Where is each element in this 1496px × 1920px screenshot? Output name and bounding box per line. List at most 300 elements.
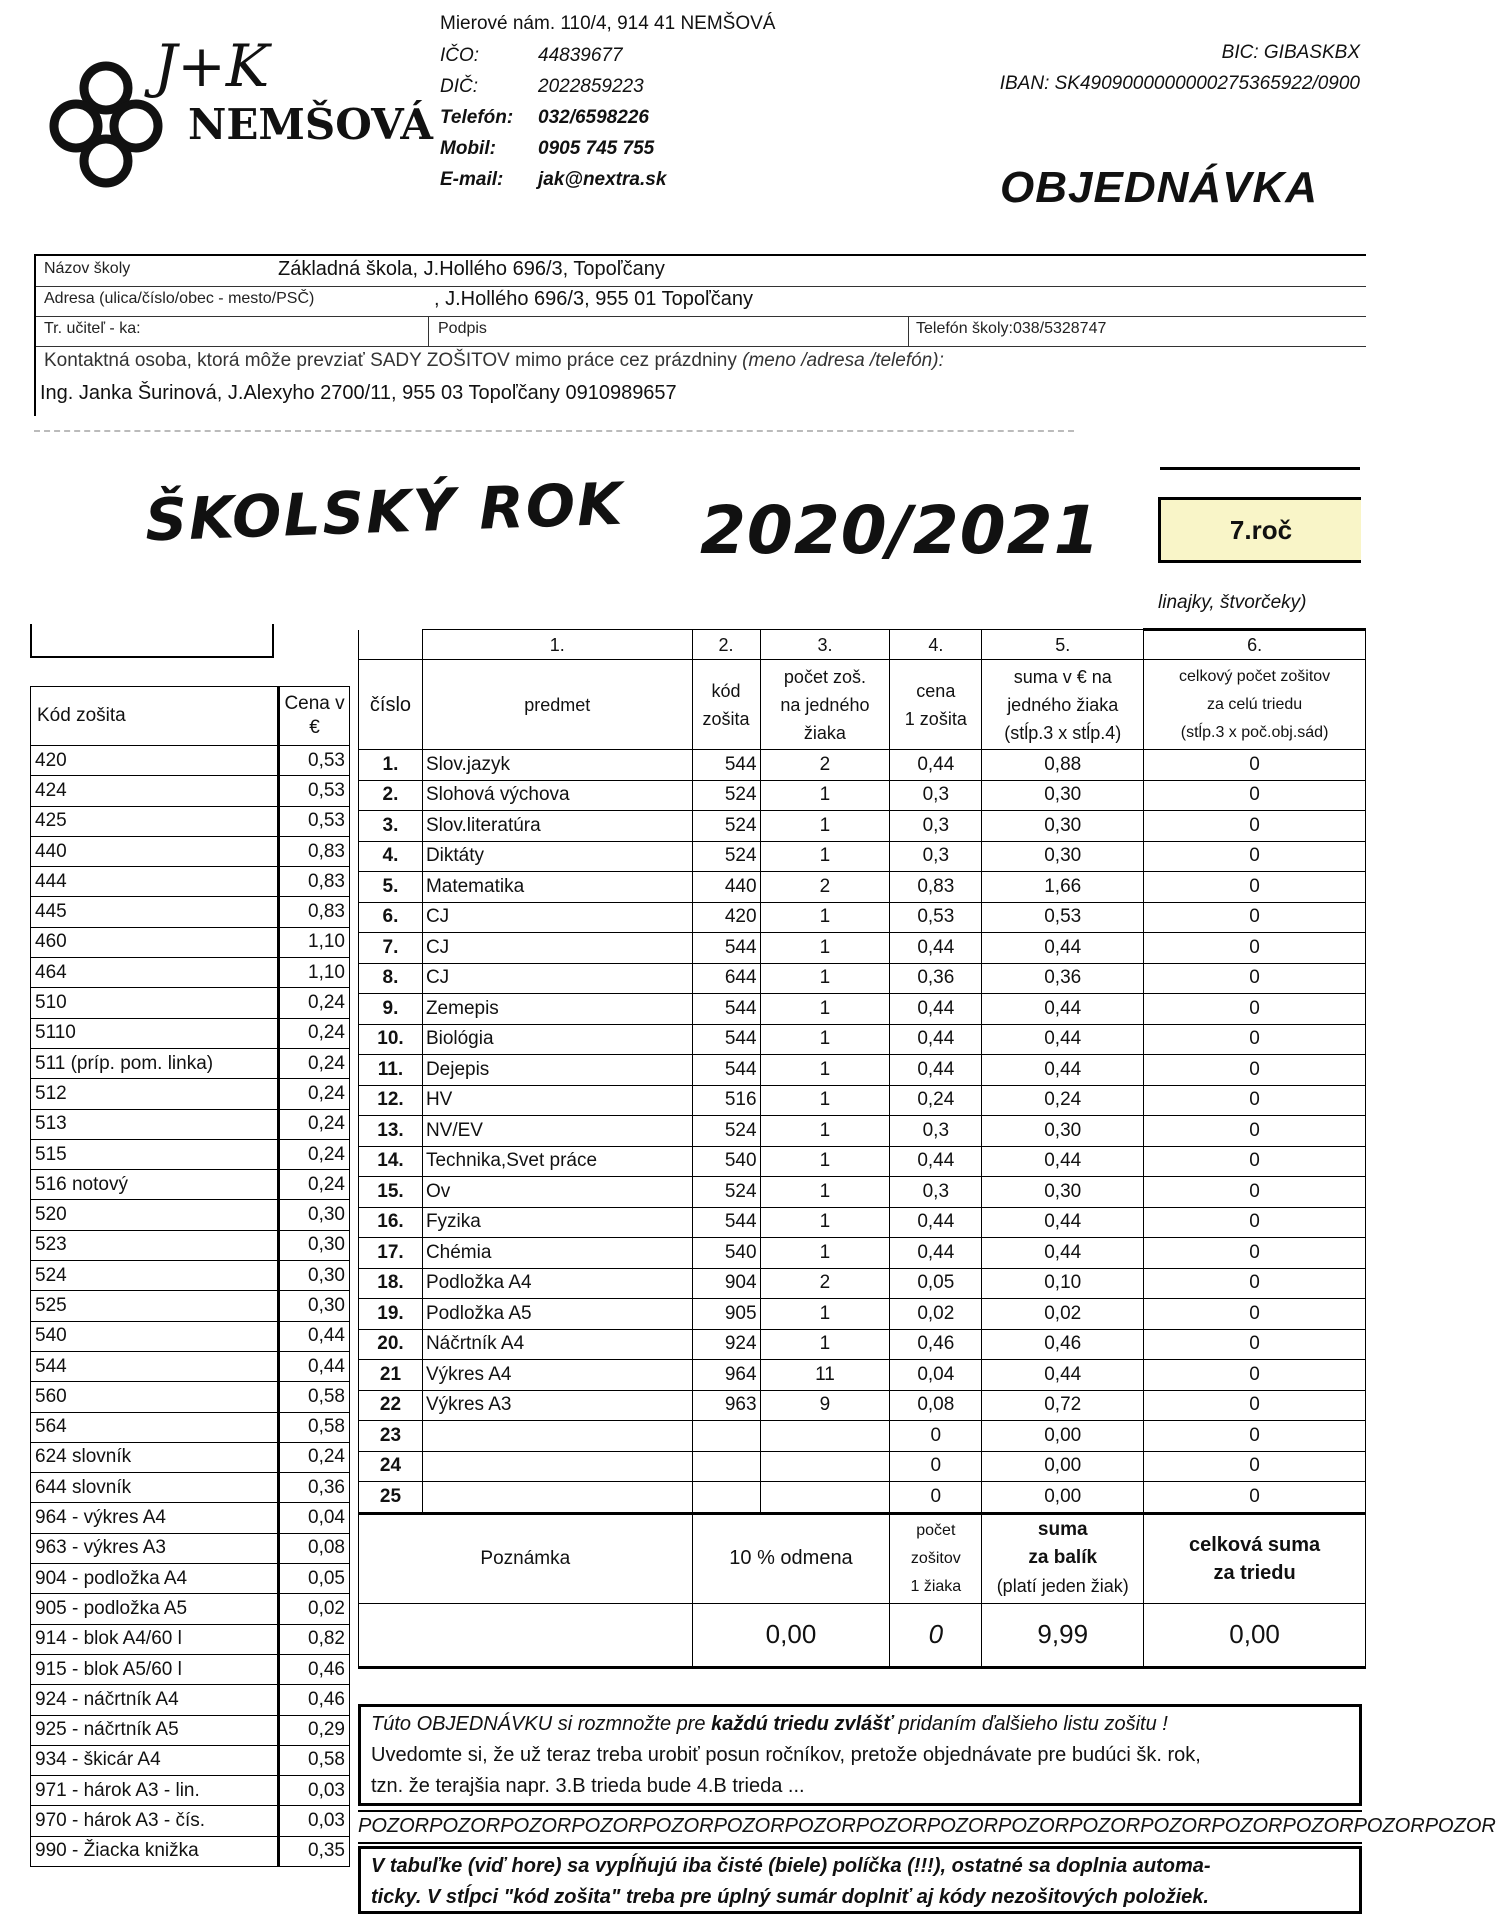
price-code-cell: 440 — [31, 836, 279, 866]
code-cell[interactable]: 544 — [692, 1207, 760, 1238]
school-address-row — [36, 286, 1366, 317]
order-row — [359, 1482, 1366, 1514]
subject-cell[interactable] — [422, 1451, 692, 1482]
price-row — [31, 1079, 350, 1109]
price-value-cell: 0,24 — [279, 1170, 350, 1200]
count-cell[interactable]: 1 — [760, 1329, 890, 1360]
contact-label-text: Kontaktná osoba, ktorá môže prevziať SADY ZOŠITOV mimo práce cez prázdniny — [44, 350, 737, 371]
count-cell[interactable] — [760, 1451, 890, 1482]
price-cell: 0,53 — [890, 902, 982, 933]
code-cell[interactable]: 924 — [692, 1329, 760, 1360]
price-row — [31, 1836, 350, 1866]
subject-cell[interactable]: Biológia — [422, 1024, 692, 1055]
email-value: jak@nextra.sk — [538, 169, 667, 190]
price-row — [31, 1473, 350, 1503]
contact-person-field[interactable]: Ing. Janka Šurinová, J.Alexyho 2700/11, 955 03 Topoľčany 0910989657 — [40, 382, 677, 404]
price-cell: 0 — [890, 1451, 982, 1482]
order-row — [359, 1299, 1366, 1330]
row-number-cell: 4. — [359, 841, 423, 872]
price-value-cell: 1,10 — [279, 958, 350, 988]
subject-cell[interactable]: HV — [422, 1085, 692, 1116]
header-suma-1: suma v € na — [1013, 666, 1112, 687]
price-table — [30, 686, 350, 1867]
code-cell[interactable]: 964 — [692, 1360, 760, 1391]
count-cell[interactable]: 1 — [760, 963, 890, 994]
col-number-1: 1. — [422, 630, 692, 660]
subject-cell[interactable]: Fyzika — [422, 1207, 692, 1238]
logo-text-nemsova: NEMŠOVÁ — [188, 100, 433, 149]
order-row — [359, 1116, 1366, 1147]
total-cell: 0 — [1144, 1360, 1366, 1391]
price-row — [31, 988, 350, 1018]
price-cell: 0,83 — [890, 872, 982, 903]
price-cell: 0,36 — [890, 963, 982, 994]
sum-cell: 0,30 — [982, 1177, 1144, 1208]
price-row — [31, 1806, 350, 1836]
price-row — [31, 836, 350, 866]
sum-cell: 0,44 — [982, 1207, 1144, 1238]
price-value-cell: 0,44 — [279, 1321, 350, 1351]
row-number-cell: 20. — [359, 1329, 423, 1360]
price-value-cell: 0,53 — [279, 746, 350, 776]
count-cell[interactable]: 1 — [760, 902, 890, 933]
subject-cell[interactable]: Slohová výchova — [422, 780, 692, 811]
row-number-cell: 7. — [359, 933, 423, 964]
order-row — [359, 1055, 1366, 1086]
subject-cell[interactable]: CJ — [422, 933, 692, 964]
price-row — [31, 1291, 350, 1321]
price-cell: 0,44 — [890, 750, 982, 781]
price-row — [31, 1351, 350, 1381]
ico-label: IČO: — [440, 45, 480, 66]
price-value-cell: 0,24 — [279, 1079, 350, 1109]
price-code-cell: 963 - výkres A3 — [31, 1533, 279, 1563]
order-row — [359, 872, 1366, 903]
subject-cell[interactable]: Podložka A4 — [422, 1268, 692, 1299]
header-celk-3: (stĺp.3 x poč.obj.sád) — [1180, 723, 1329, 741]
summary-suma-1: suma — [1037, 1519, 1088, 1540]
sum-cell: 0,53 — [982, 902, 1144, 933]
total-cell: 0 — [1144, 1268, 1366, 1299]
code-cell[interactable]: 905 — [692, 1299, 760, 1330]
sum-cell: 0,36 — [982, 963, 1144, 994]
price-row — [31, 1564, 350, 1594]
subject-cell[interactable]: NV/EV — [422, 1116, 692, 1147]
sum-cell: 0,44 — [982, 1024, 1144, 1055]
subject-cell[interactable]: Dejepis — [422, 1055, 692, 1086]
code-cell[interactable]: 544 — [692, 750, 760, 781]
count-cell[interactable]: 2 — [760, 872, 890, 903]
price-cell: 0,05 — [890, 1268, 982, 1299]
document-title: OBJEDNÁVKA — [1000, 163, 1319, 212]
price-value-cell: 0,30 — [279, 1200, 350, 1230]
price-header-price: Cena v € — [279, 687, 350, 746]
price-value-cell: 0,02 — [279, 1594, 350, 1624]
sum-cell: 0,44 — [982, 1238, 1144, 1269]
price-cell: 0,3 — [890, 780, 982, 811]
count-cell[interactable] — [760, 1482, 890, 1514]
sum-cell: 0,88 — [982, 750, 1144, 781]
count-cell[interactable]: 1 — [760, 1299, 890, 1330]
row-number-cell: 25 — [359, 1482, 423, 1514]
count-cell[interactable] — [760, 1421, 890, 1452]
subject-cell[interactable]: Slov.jazyk — [422, 750, 692, 781]
price-value-cell: 0,04 — [279, 1503, 350, 1533]
summary-celkova-label — [1144, 1513, 1366, 1603]
summary-celk-2: za triedu — [1213, 1561, 1296, 1584]
summary-suma-3: (platí jeden žiak) — [996, 1576, 1129, 1596]
price-cell: 0,3 — [890, 1177, 982, 1208]
school-info-box — [34, 254, 1366, 416]
price-row — [31, 1624, 350, 1654]
row-number-cell: 9. — [359, 994, 423, 1025]
count-cell[interactable]: 1 — [760, 994, 890, 1025]
header-kod-2: zošita — [702, 708, 750, 729]
price-row — [31, 1594, 350, 1624]
order-row — [359, 1390, 1366, 1421]
price-code-cell: 420 — [31, 746, 279, 776]
price-cell: 0 — [890, 1421, 982, 1452]
order-row — [359, 1451, 1366, 1482]
code-cell[interactable]: 540 — [692, 1146, 760, 1177]
subject-cell[interactable] — [422, 1421, 692, 1452]
row-number-cell: 18. — [359, 1268, 423, 1299]
total-cell: 0 — [1144, 1421, 1366, 1452]
school-name-field[interactable]: Základná škola, J.Hollého 696/3, Topoľčany — [278, 258, 665, 280]
code-cell[interactable]: 644 — [692, 963, 760, 994]
price-row — [31, 1533, 350, 1563]
count-cell[interactable]: 9 — [760, 1390, 890, 1421]
code-cell[interactable]: 420 — [692, 902, 760, 933]
row-number-cell: 2. — [359, 780, 423, 811]
price-value-cell: 0,30 — [279, 1291, 350, 1321]
dic-value: 2022859223 — [538, 76, 644, 97]
school-year-label: ŠKOLSKÝ ROK — [143, 469, 626, 555]
price-code-cell: 904 - podložka A4 — [31, 1564, 279, 1594]
price-value-cell: 0,30 — [279, 1230, 350, 1260]
price-header-code: Kód zošita — [31, 687, 279, 746]
price-row — [31, 1654, 350, 1684]
order-row — [359, 963, 1366, 994]
price-code-cell: 445 — [31, 897, 279, 927]
summary-odmena-value: 0,00 — [692, 1603, 890, 1667]
header-celkovy — [1144, 660, 1366, 750]
count-cell[interactable]: 1 — [760, 1116, 890, 1147]
signature-divider — [428, 316, 429, 346]
count-cell[interactable]: 1 — [760, 780, 890, 811]
header-suma — [982, 660, 1144, 750]
price-code-cell: 5110 — [31, 1018, 279, 1048]
price-code-cell: 424 — [31, 776, 279, 806]
subject-cell[interactable]: Výkres A4 — [422, 1360, 692, 1391]
price-row — [31, 746, 350, 776]
contact-label-italic: (meno /adresa /telefón): — [742, 350, 944, 371]
total-cell: 0 — [1144, 780, 1366, 811]
subject-cell[interactable]: Ov — [422, 1177, 692, 1208]
price-row — [31, 1018, 350, 1048]
note-line-1c: pridaním ďalšieho listu zošitu ! — [892, 1713, 1168, 1735]
header-celk-1: celkový počet zošitov — [1179, 667, 1331, 685]
order-row — [359, 902, 1366, 933]
code-cell[interactable]: 524 — [692, 1116, 760, 1147]
price-code-cell: 644 slovník — [31, 1473, 279, 1503]
price-code-cell: 515 — [31, 1139, 279, 1169]
order-row — [359, 780, 1366, 811]
price-code-cell: 624 slovník — [31, 1442, 279, 1472]
price-row — [31, 1261, 350, 1291]
summary-suma-2: za balík — [1028, 1547, 1098, 1568]
summary-pocet-3: 1 žiaka — [910, 1577, 962, 1595]
summary-label-row — [359, 1513, 1366, 1603]
price-cell: 0,44 — [890, 1146, 982, 1177]
price-code-cell: 520 — [31, 1200, 279, 1230]
price-cell: 0,08 — [890, 1390, 982, 1421]
row-number-cell: 17. — [359, 1238, 423, 1269]
sum-cell: 0,10 — [982, 1268, 1144, 1299]
order-row — [359, 1146, 1366, 1177]
email-label: E-mail: — [440, 169, 504, 190]
header-pocet-3: žiaka — [803, 722, 846, 743]
header-suma-3: (stĺp.3 x stĺp.4) — [1004, 722, 1122, 743]
price-cell: 0,02 — [890, 1299, 982, 1330]
order-row — [359, 1421, 1366, 1452]
total-cell: 0 — [1144, 811, 1366, 842]
separator-line — [34, 430, 1074, 432]
order-row — [359, 1360, 1366, 1391]
price-value-cell: 0,35 — [279, 1836, 350, 1866]
phone-divider — [908, 316, 909, 346]
header-suma-2: jedného žiaka — [1007, 694, 1119, 715]
count-cell[interactable]: 1 — [760, 933, 890, 964]
price-row — [31, 1715, 350, 1745]
code-cell[interactable]: 544 — [692, 933, 760, 964]
code-cell[interactable]: 544 — [692, 1024, 760, 1055]
price-code-cell: 990 - Žiacka knižka — [31, 1836, 279, 1866]
count-cell[interactable]: 2 — [760, 750, 890, 781]
order-row — [359, 811, 1366, 842]
code-cell[interactable] — [692, 1421, 760, 1452]
price-code-cell: 511 (príp. pom. linka) — [31, 1048, 279, 1078]
company-logo — [36, 26, 433, 196]
price-cell: 0,44 — [890, 1055, 982, 1086]
order-row — [359, 994, 1366, 1025]
col-number-5: 5. — [982, 630, 1144, 660]
summary-odmena-label: 10 % odmena — [692, 1513, 890, 1603]
header-pocet-2: na jedného — [780, 694, 870, 715]
subject-cell[interactable]: Diktáty — [422, 841, 692, 872]
price-row — [31, 1776, 350, 1806]
summary-poznamka-field[interactable] — [359, 1603, 693, 1667]
note-line-1a: Túto OBJEDNÁVKU si rozmnožte pre — [371, 1713, 712, 1735]
price-row — [31, 1412, 350, 1442]
price-row — [31, 1745, 350, 1775]
count-cell[interactable]: 1 — [760, 841, 890, 872]
price-table-body — [31, 746, 350, 1867]
summary-pocet-2: zošitov — [910, 1549, 961, 1567]
count-cell[interactable]: 2 — [760, 1268, 890, 1299]
row-number-cell: 15. — [359, 1177, 423, 1208]
code-cell[interactable]: 524 — [692, 811, 760, 842]
price-row — [31, 1503, 350, 1533]
price-value-cell: 0,24 — [279, 1109, 350, 1139]
price-row — [31, 958, 350, 988]
price-value-cell: 0,03 — [279, 1776, 350, 1806]
summary-value-row — [359, 1603, 1366, 1667]
teacher-label: Tr. učiteľ - ka: — [44, 320, 141, 337]
price-value-cell: 0,08 — [279, 1533, 350, 1563]
code-cell[interactable]: 516 — [692, 1085, 760, 1116]
count-cell[interactable]: 1 — [760, 1024, 890, 1055]
company-dic — [440, 71, 644, 102]
grade-line — [1160, 467, 1360, 470]
code-cell[interactable]: 524 — [692, 780, 760, 811]
price-value-cell: 0,29 — [279, 1715, 350, 1745]
sum-cell: 0,00 — [982, 1482, 1144, 1514]
price-cell: 0,44 — [890, 1207, 982, 1238]
price-code-cell: 524 — [31, 1261, 279, 1291]
summary-celk-1: celková suma — [1188, 1533, 1321, 1556]
header-pocet — [760, 660, 890, 750]
total-cell: 0 — [1144, 1085, 1366, 1116]
contact-label — [44, 350, 944, 372]
pozor-banner: POZORPOZORPOZORPOZORPOZORPOZORPOZORPOZORPOZORPOZORPOZORPOZORPOZORPOZORPOZORPOZOR — [358, 1810, 1362, 1844]
sum-cell: 0,30 — [982, 841, 1144, 872]
price-code-cell: 540 — [31, 1321, 279, 1351]
price-cell: 0,46 — [890, 1329, 982, 1360]
code-cell[interactable]: 440 — [692, 872, 760, 903]
row-number-cell: 22 — [359, 1390, 423, 1421]
price-code-cell: 934 - škicár A4 — [31, 1745, 279, 1775]
school-name-row — [36, 256, 1366, 287]
price-row — [31, 1139, 350, 1169]
mobile-label: Mobil: — [440, 138, 496, 159]
price-value-cell: 0,24 — [279, 1018, 350, 1048]
row-number-cell: 10. — [359, 1024, 423, 1055]
price-row — [31, 1048, 350, 1078]
company-ico — [440, 40, 623, 71]
subject-cell[interactable]: Chémia — [422, 1238, 692, 1269]
price-code-cell: 464 — [31, 958, 279, 988]
price-value-cell: 0,58 — [279, 1745, 350, 1775]
total-cell: 0 — [1144, 1329, 1366, 1360]
subject-cell[interactable]: Náčrtník A4 — [422, 1329, 692, 1360]
grade-field[interactable]: 7.roč — [1158, 497, 1361, 563]
price-value-cell: 0,24 — [279, 1048, 350, 1078]
row-number-cell: 14. — [359, 1146, 423, 1177]
subject-cell[interactable]: Podložka A5 — [422, 1299, 692, 1330]
col-number-blank — [359, 630, 423, 660]
code-cell[interactable]: 904 — [692, 1268, 760, 1299]
price-code-cell: 460 — [31, 927, 279, 957]
code-cell[interactable]: 544 — [692, 1055, 760, 1086]
row-number-cell: 19. — [359, 1299, 423, 1330]
price-value-cell: 0,30 — [279, 1261, 350, 1291]
summary-celkova-value: 0,00 — [1144, 1603, 1366, 1667]
phone-label: Telefón: — [440, 107, 514, 128]
code-cell[interactable]: 540 — [692, 1238, 760, 1269]
count-cell[interactable]: 1 — [760, 1238, 890, 1269]
price-row — [31, 1442, 350, 1472]
summary-suma-value: 9,99 — [982, 1603, 1144, 1667]
sum-cell: 0,00 — [982, 1421, 1144, 1452]
sum-cell: 0,24 — [982, 1085, 1144, 1116]
subject-cell[interactable]: Slov.literatúra — [422, 811, 692, 842]
code-cell[interactable]: 524 — [692, 1177, 760, 1208]
note-box — [358, 1704, 1362, 1806]
subject-cell[interactable]: Matematika — [422, 872, 692, 903]
price-row — [31, 1321, 350, 1351]
total-cell: 0 — [1144, 1238, 1366, 1269]
code-cell[interactable] — [692, 1451, 760, 1482]
subject-cell[interactable]: CJ — [422, 963, 692, 994]
school-name-label: Názov školy — [44, 260, 131, 277]
total-cell: 0 — [1144, 933, 1366, 964]
price-code-cell: 970 - hárok A3 - čís. — [31, 1806, 279, 1836]
price-empty-box — [30, 624, 274, 658]
sum-cell: 0,44 — [982, 994, 1144, 1025]
row-number-cell: 1. — [359, 750, 423, 781]
count-cell[interactable]: 11 — [760, 1360, 890, 1391]
row-number-cell: 5. — [359, 872, 423, 903]
price-row — [31, 927, 350, 957]
sum-cell: 0,44 — [982, 1360, 1144, 1391]
count-cell[interactable]: 1 — [760, 811, 890, 842]
header-predmet: predmet — [422, 660, 692, 750]
price-row — [31, 867, 350, 897]
subject-cell[interactable]: Výkres A3 — [422, 1390, 692, 1421]
total-cell: 0 — [1144, 994, 1366, 1025]
row-number-cell: 21 — [359, 1360, 423, 1391]
code-cell[interactable]: 963 — [692, 1390, 760, 1421]
code-cell[interactable]: 544 — [692, 994, 760, 1025]
subject-cell[interactable]: Zemepis — [422, 994, 692, 1025]
count-cell[interactable]: 1 — [760, 1055, 890, 1086]
subject-cell[interactable]: CJ — [422, 902, 692, 933]
price-value-cell: 0,82 — [279, 1624, 350, 1654]
subject-cell[interactable] — [422, 1482, 692, 1514]
price-row — [31, 1382, 350, 1412]
header-kod-1: kód — [711, 680, 741, 701]
note-line-2: Uvedomte si, že už teraz treba urobiť posun ročníkov, pretože objednávate pre budúci šk. rok, — [371, 1744, 1201, 1766]
code-cell[interactable]: 524 — [692, 841, 760, 872]
total-cell: 0 — [1144, 1390, 1366, 1421]
sum-cell: 0,30 — [982, 811, 1144, 842]
header-cena — [890, 660, 982, 750]
count-cell[interactable]: 1 — [760, 1207, 890, 1238]
school-address-field[interactable]: , J.Hollého 696/3, 955 01 Topoľčany — [434, 288, 754, 310]
count-cell[interactable]: 1 — [760, 1146, 890, 1177]
order-summary — [359, 1513, 1366, 1667]
price-code-cell: 560 — [31, 1382, 279, 1412]
logo-text-jk: J+K — [154, 32, 270, 100]
price-code-cell: 925 - náčrtník A5 — [31, 1715, 279, 1745]
header-celk-2: za celú triedu — [1207, 695, 1303, 713]
price-value-cell: 0,58 — [279, 1412, 350, 1442]
count-cell[interactable]: 1 — [760, 1085, 890, 1116]
count-cell[interactable]: 1 — [760, 1177, 890, 1208]
price-code-cell: 914 - blok A4/60 l — [31, 1624, 279, 1654]
price-value-cell: 0,05 — [279, 1564, 350, 1594]
sum-cell: 1,66 — [982, 872, 1144, 903]
note-line-3: tzn. že terajšia napr. 3.B trieda bude 4.B trieda ... — [371, 1775, 805, 1797]
code-cell[interactable] — [692, 1482, 760, 1514]
sum-cell: 0,44 — [982, 1055, 1144, 1086]
price-code-cell: 444 — [31, 867, 279, 897]
price-cell: 0,3 — [890, 1116, 982, 1147]
note-line-1 — [371, 1709, 1349, 1740]
total-cell: 0 — [1144, 1451, 1366, 1482]
subject-cell[interactable]: Technika,Svet práce — [422, 1146, 692, 1177]
